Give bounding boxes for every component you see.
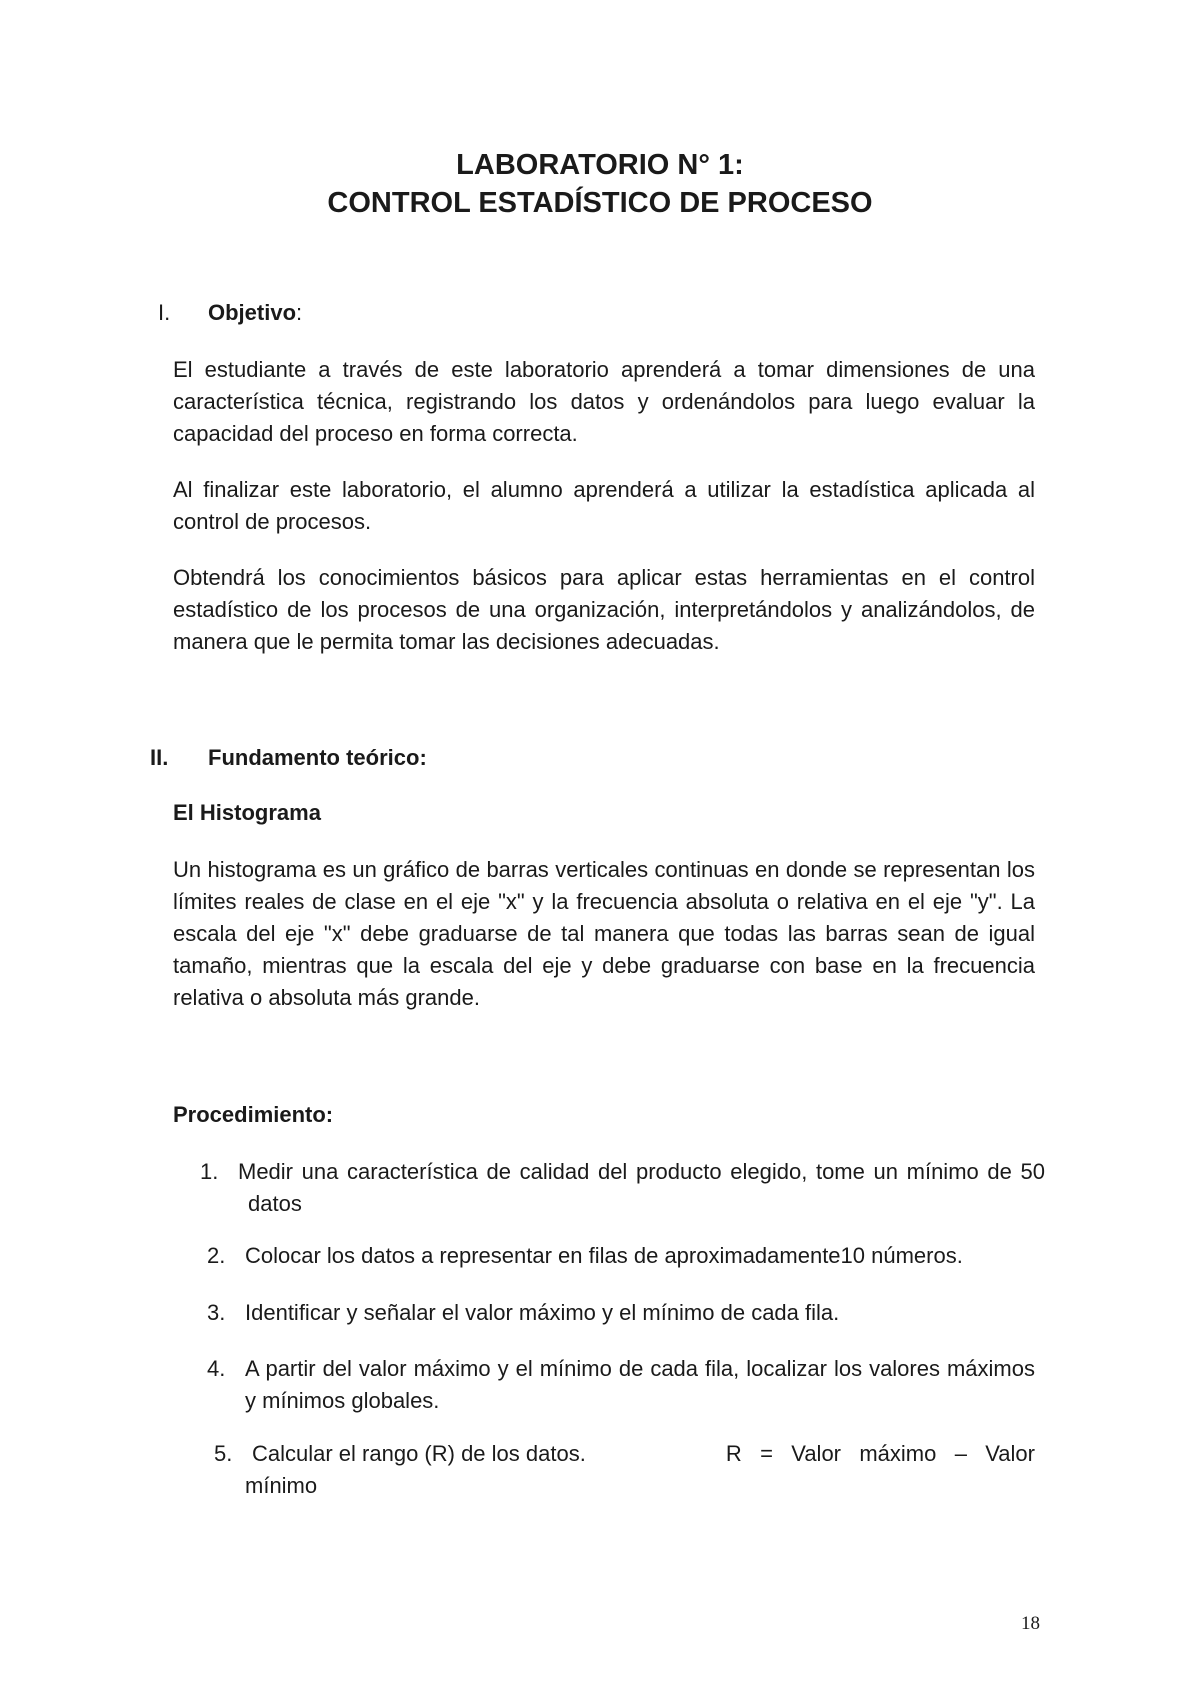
- range-formula: R = Valor máximo – Valor: [725, 1441, 1035, 1466]
- histograma-paragraph: Un histograma es un gráfico de barras verticales continuas en donde se representan los límites reales de clase en el eje "x" y la frecuencia absoluta o relativa en el eje "y". La escala del eje "x" debe graduarse de tal manera que todas las barras sean de igual tamaño, mientras que la escala del eje y debe graduarse con base en la frecuencia relativa o absoluta más grande.: [173, 857, 1035, 1010]
- section-number: II.: [150, 745, 169, 770]
- page-number: 18: [1021, 1613, 1040, 1634]
- step-number: 2.: [207, 1243, 226, 1268]
- section-label-suffix: :: [296, 300, 303, 325]
- objetivo-paragraph-3: Obtendrá los conocimientos básicos para aplicar estas herramientas en el control estadístico de los procesos de una organización, interpretándolos y analizándolos, de manera que le permita tomar las decisiones adecuadas.: [173, 565, 1035, 654]
- procedimiento-heading: Procedimiento:: [173, 1102, 334, 1127]
- objetivo-paragraph-1: El estudiante a través de este laboratorio aprenderá a tomar dimensiones de una característica técnica, registrando los datos y ordenándolos para luego evaluar la capacidad del proceso en forma correcta.: [173, 357, 1035, 446]
- title-line-1: LABORATORIO N° 1:: [456, 149, 744, 181]
- section-label-bold: Objetivo: [208, 300, 297, 325]
- section-number: I.: [158, 300, 171, 325]
- step-text: A partir del valor máximo y el mínimo de cada fila, localizar los valores máximos y mínimos globales.: [245, 1356, 1035, 1413]
- document-title: [0, 146, 1200, 222]
- step-number: 3.: [207, 1300, 226, 1325]
- step-number: 4.: [207, 1356, 226, 1381]
- objetivo-paragraph-2: Al finalizar este laboratorio, el alumno aprenderá a utilizar la estadística aplicada al control de procesos.: [173, 477, 1035, 534]
- step-number: 5.: [214, 1441, 233, 1466]
- section-label: Fundamento teórico:: [208, 745, 427, 770]
- step-text: Calcular el rango (R) de los datos.: [252, 1441, 586, 1466]
- step-text: Colocar los datos a representar en filas de aproximadamente10 números.: [245, 1243, 963, 1268]
- section-label: [208, 298, 302, 328]
- title-line-2: CONTROL ESTADÍSTICO DE PROCESO: [327, 187, 873, 219]
- range-formula-continuation: mínimo: [245, 1473, 318, 1498]
- procedure-step: [214, 1438, 1035, 1502]
- step-text: Medir una característica de calidad del producto elegido, tome un mínimo de 50 datos: [238, 1159, 1045, 1216]
- step-number: 1.: [200, 1159, 219, 1184]
- step-text: Identificar y señalar el valor máximo y el mínimo de cada fila.: [245, 1300, 840, 1325]
- histograma-subheading: El Histograma: [173, 800, 321, 825]
